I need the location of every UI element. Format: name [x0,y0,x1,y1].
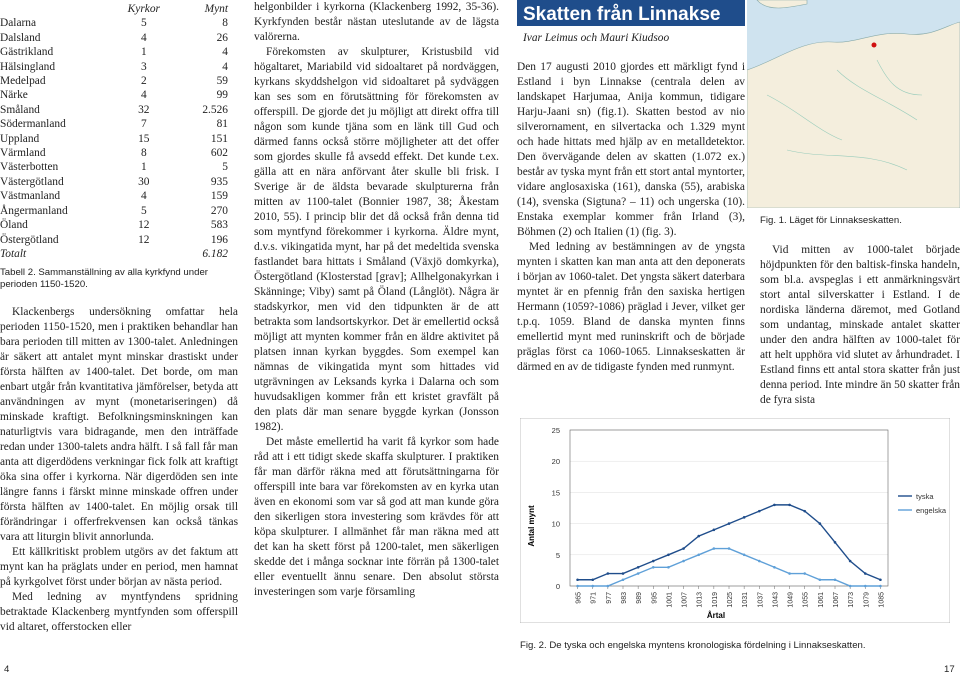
table-cell: Ångermanland [0,204,68,217]
page-number-right: 17 [944,664,955,675]
table-row [0,45,230,59]
table-cell: 26 [216,31,228,44]
data-point-engelska [576,585,579,588]
table-cell: 4 [140,89,147,102]
table-header: Kyrkor [127,3,160,15]
table-row [0,88,230,102]
table-row [0,160,230,174]
data-point-tyska [803,510,806,513]
x-tick-label: 1019 [711,592,719,608]
table-total-row [0,247,230,261]
data-point-engelska [637,572,640,575]
table-header: Mynt [204,3,228,15]
table-cell: 602 [210,147,228,160]
table-cell: 59 [216,75,228,88]
table-row [0,146,230,160]
paragraph: Förekomsten av skulpturer, Kristusbild vid högaltaret, Mariabild vid sidoaltaret på nordväggen, kyrkans skyddshelgon vid sidoaltaret på sydväggen kan ses som en förutsättning för förekomsten av offerspill. De gjorde det ju möjligt att direkt offra till någon som kunde tjäna som en länk till Gud och därmed fanns också större möjligheter att det offer som gjordes skulle få avsedd effekt. Det kunde t.ex. gälla att en nära anförvant åter skulle bli frisk. I Sverige är de äldsta bevarade skulpturerna från mitten av 1100-talet (Bonnier 1987, 38; Åkestam 2010, 55). I princip blir det då också från denna tid som myntfynd förekommer i kyrkorna. Äldre mynt, d.v.s. vikingatida mynt, har på det medeltida svenska fastlandet bara hittats i Småland (Växjö domkyrka), Östergötland (Klosterstad [grav]; Allhelgonakyrkan i Skänninge; Viby) samt på Öland (Långlöt). Några är stadskyrkor, men vid den tidpunkten är de att betrakta som landsortskyrkor. Det är emellertid också möjligt att mynten kommer från en äldre aktivitet på platsen innan kyrkan byggdes. Som exempel kan nämnas de vikingatida mynt som hittades vid utgrävningen av Leksands kyrka i Dalarna och som huvudsakligen kommer från ett kristet gravfält på den plats där man senare byggde kyrkan (Jonsson 1982). [254,46,499,433]
data-point-tyska [607,572,610,575]
data-point-tyska [667,554,670,557]
y-tick-label: 10 [551,519,560,529]
data-point-tyska [728,522,731,525]
paragraph: helgonbilder i kyrkorna (Klackenberg 1992, 35-36). Kyrkfynden består nästan uteslutande av de lägsta valörerna. [254,1,499,43]
paragraph: Med ledning av bestämningen av de yngsta mynten i skatten kan man anta att den deponerats i början av 1060-talet. Det yngsta säkert daterbara myntet är en pfennig från den saxiska hertigen Hermann (1059?-1086) präglad i Jever, vilket ger t.p.q. 1059. Bland de danska mynten finns emellertid mynt med runinskrift och de började präglas först ca 1060-1065. Linnakseskatten är därmed en av de tidigaste fynden med runmynt. [517,241,745,373]
y-tick-label: 15 [551,488,560,498]
coin-chronology-chart [520,418,950,623]
table-cell: 12 [138,219,150,232]
data-point-engelska [819,578,822,581]
column-3 [517,0,745,375]
table-row [0,74,230,88]
data-point-tyska [652,560,655,563]
data-point-engelska [879,585,882,588]
data-point-engelska [607,585,610,588]
table-cell: 32 [138,103,150,116]
table-cell: 30 [138,175,150,188]
table-cell: 81 [216,118,228,131]
data-point-tyska [879,578,882,581]
table-row [0,204,230,218]
table-cell: Dalarna [0,17,37,30]
x-tick-label: 1049 [787,592,795,608]
x-tick-label: 983 [621,592,628,604]
x-tick-label: 965 [575,592,583,604]
data-point-engelska [743,554,746,557]
table-row [0,103,230,117]
table-cell: Västerbotten [0,161,59,174]
paragraph: Ett källkritiskt problem utgörs av det faktum att mynt kan ha präglats under en period, men hamnat på kyrkgolvet först under början av nästa period. [0,546,238,589]
data-point-tyska [622,572,625,575]
table-cell: 8 [222,17,228,30]
table-cell: 99 [216,89,228,102]
location-map [747,0,960,208]
data-point-tyska [849,560,852,563]
x-tick-label: 1001 [666,592,674,608]
church-finds-table [0,2,230,261]
x-tick-label: 1085 [878,592,886,608]
y-tick-label: 20 [551,457,560,467]
x-tick-label: 1037 [757,592,765,608]
table-cell: 4 [222,60,228,73]
y-tick-label: 25 [551,426,560,435]
table-cell: Gästrikland [0,46,54,59]
data-point-tyska [758,510,761,513]
x-tick-label: 1013 [696,592,704,608]
article-authors: Ivar Leimus och Mauri Kiudsoo [523,32,670,44]
table-cell: 5 [140,17,147,30]
data-point-engelska [864,585,867,588]
data-point-engelska [758,560,761,563]
page-number-left: 4 [4,664,10,675]
table-cell: 151 [210,132,228,145]
table-row [0,189,230,203]
table-cell: 7 [140,118,147,131]
table-header-row [0,2,230,16]
table-cell: 4 [140,190,147,203]
data-point-tyska [834,541,837,544]
table-cell: Dalsland [0,31,41,44]
find-location-marker [872,43,877,48]
table-cell: 935 [210,175,228,188]
table-row [0,31,230,45]
legend-label: tyska [916,492,934,501]
table-row [0,16,230,30]
y-tick-label: 0 [555,582,560,591]
data-point-engelska [773,566,776,569]
table-cell: 4 [140,31,147,44]
table-cell: 8 [140,147,147,160]
x-tick-label: 1079 [863,592,871,608]
table-cell: 583 [210,219,228,232]
table-cell: 2.526 [202,103,228,116]
column-2 [254,0,499,600]
legend-label: engelska [916,506,947,515]
data-point-engelska [697,554,700,557]
table-cell: 159 [210,190,228,203]
data-point-tyska [788,504,791,507]
data-point-engelska [713,547,716,550]
table-cell: 3 [140,60,147,73]
table-cell: 12 [138,233,150,246]
table-cell: Uppland [0,132,40,145]
data-point-tyska [864,572,867,575]
table-cell: Totalt [0,247,27,260]
x-tick-label: 1043 [772,592,780,608]
table-cell: 6.182 [202,247,228,260]
table-cell: 1 [140,161,147,174]
x-tick-label: 1025 [727,592,734,608]
table-cell: 15 [138,132,150,145]
table-caption: Tabell 2. Sammanställning av alla kyrkfynd under perioden 1150-1520. [0,267,208,291]
x-axis-label: Årtal [706,611,726,620]
y-tick-label: 5 [555,550,560,560]
table-cell: 1 [140,46,147,59]
table-cell: 196 [210,233,228,246]
table-cell: 5 [140,204,147,217]
data-point-tyska [819,522,822,525]
column-1 [0,0,238,635]
fig1-caption: Fig. 1. Läget för Linnakseskatten. [760,215,902,226]
paragraph: Med ledning av myntfyndens spridning betraktade Klackenberg myntfynden som offerspill vid altaret, offerstocken eller [0,591,238,634]
table-header [0,2,119,16]
x-tick-label: 989 [636,592,644,604]
x-tick-label: 995 [651,592,659,604]
data-point-engelska [788,572,791,575]
data-point-engelska [667,566,670,569]
map-graphic [747,0,960,208]
data-point-engelska [728,547,731,550]
data-point-tyska [743,516,746,519]
table-cell: Värmland [0,147,46,160]
x-tick-label: 1055 [802,592,810,608]
data-point-engelska [834,578,837,581]
paragraph: Vid mitten av 1000-talet började höjdpunkten för den baltisk-finska handeln, som bl.a. avspeglas i ett anmärkningsvärt stort antal silverskatter i Estland. I de nordiska länderna däremot, med Gotland som undantag, minskade antalet skatter under den andra hälften av 1000-talet för att helt upphöra vid slutet av århundradet. I Estland finns ett antal stora skatter från just denna period. Inte mindre än 50 skatter från de fyra sista [760,244,960,406]
paragraph: Den 17 augusti 2010 gjordes ett märkligt fynd i Estland i byn Linnakse (centrala delen av landskapet Harjumaa, Anija kommun, tidigare Harju-Jaani sn) (fig.1). Skatten bestod av nio silverornament, en silvertacka och 1.329 mynt och hade hittats med hjälp av en metalldetektor. Den övervägande delen av skatten (1.072 ex.) består av tyska mynt från ett stort antal myntorter, vidare anglosaxiska (161), danska (55), arabiska (14), svenska (Sigtuna? – 11) och ungerska (10). Enstaka exemplar kommer från Irland (3), Böhmen (2) och Italien (1) (fig. 3). [517,61,745,238]
table-row [0,233,230,247]
data-point-tyska [713,529,716,532]
x-tick-label: 1073 [848,592,856,608]
table-cell: Öland [0,219,28,232]
x-tick-label: 1067 [833,592,840,608]
data-point-engelska [682,560,685,563]
x-tick-label: 1031 [742,592,750,608]
data-point-engelska [652,566,655,569]
x-tick-label: 1007 [681,592,689,608]
data-point-tyska [697,535,700,538]
table-cell: Västmanland [0,190,61,203]
data-point-tyska [637,566,640,569]
table-cell: Södermanland [0,118,66,131]
table-body [0,16,230,247]
table-cell: 270 [210,204,228,217]
table-cell: Hälsingland [0,60,56,73]
data-point-engelska [622,578,625,581]
data-point-engelska [849,585,852,588]
column-4 [760,243,960,408]
x-tick-label: 977 [605,592,613,604]
table-cell: Småland [0,103,40,116]
fig2-caption: Fig. 2. De tyska och engelska myntens kronologiska fördelning i Linnakseskatten. [520,640,866,651]
table-cell: Västergötland [0,175,64,188]
table-cell: Medelpad [0,75,46,88]
y-axis-label: Antal mynt [527,505,536,547]
data-point-tyska [576,578,579,581]
x-tick-label: 1061 [817,592,825,608]
table-cell [119,247,169,261]
table-cell: Närke [0,89,28,102]
table-cell: Östergötland [0,233,59,246]
table-row [0,117,230,131]
paragraph: Klackenbergs undersökning omfattar hela perioden 1150-1520, men i praktiken behandlar han bara perioden till mitten av 1300-talet. Anledningen är säkert att antalet mynt minskar drastiskt under första hälften av 1400-talet. Det borde, om man enbart utgår från kvantitativa jämförelser, betyda att användningen av mynt (monetariseringen) då minskade kraftigt. Befolkningsminskningen kan naturligtvis vara bidragande, men den inträffade redan under 1300-talets andra hälft. I så fall får man anta att digerdödens verkningar fick folk att kraftigt öka sina offer i kyrkorna. När digerdöden sen inte längre fanns i färskt minne minskade offren under första hälften av 1400-talet. En möjlig orsak till förändringar i offerfrekvensen kan också tänkas vara att liturgin blivit annorlunda. [0,306,238,544]
data-point-tyska [591,578,594,581]
table-row [0,218,230,232]
chart-svg [520,418,950,623]
table-row [0,175,230,189]
table-cell: 5 [222,161,228,174]
data-point-engelska [591,585,594,588]
article-title: Skatten från Linnakse [517,0,745,26]
data-point-tyska [773,504,776,507]
table-cell: 4 [222,46,228,59]
table-cell: 2 [140,75,147,88]
data-point-tyska [682,547,685,550]
data-point-engelska [803,572,806,575]
table-row [0,60,230,74]
paragraph: Det måste emellertid ha varit få kyrkor som hade råd att i ett tidigt skede skaffa skulpturer. I praktiken får man därför räkna med att förutsättningarna för offerspill inte bara var förekomsten av en kyrka utan även en ekonomi som var så god att man kunde göra den sikerligen stora investering som krävdes för att köpa skulpturer. I allmänhet får man räkna med att det kan ha skett först på 1200-talet, men säkerligen skedde det i många socknar inte förrän på 1300-talet eller eventuellt ännu senare. Den absolut största investeringen som varje församling [254,436,499,598]
table-row [0,132,230,146]
x-tick-label: 971 [590,592,598,604]
